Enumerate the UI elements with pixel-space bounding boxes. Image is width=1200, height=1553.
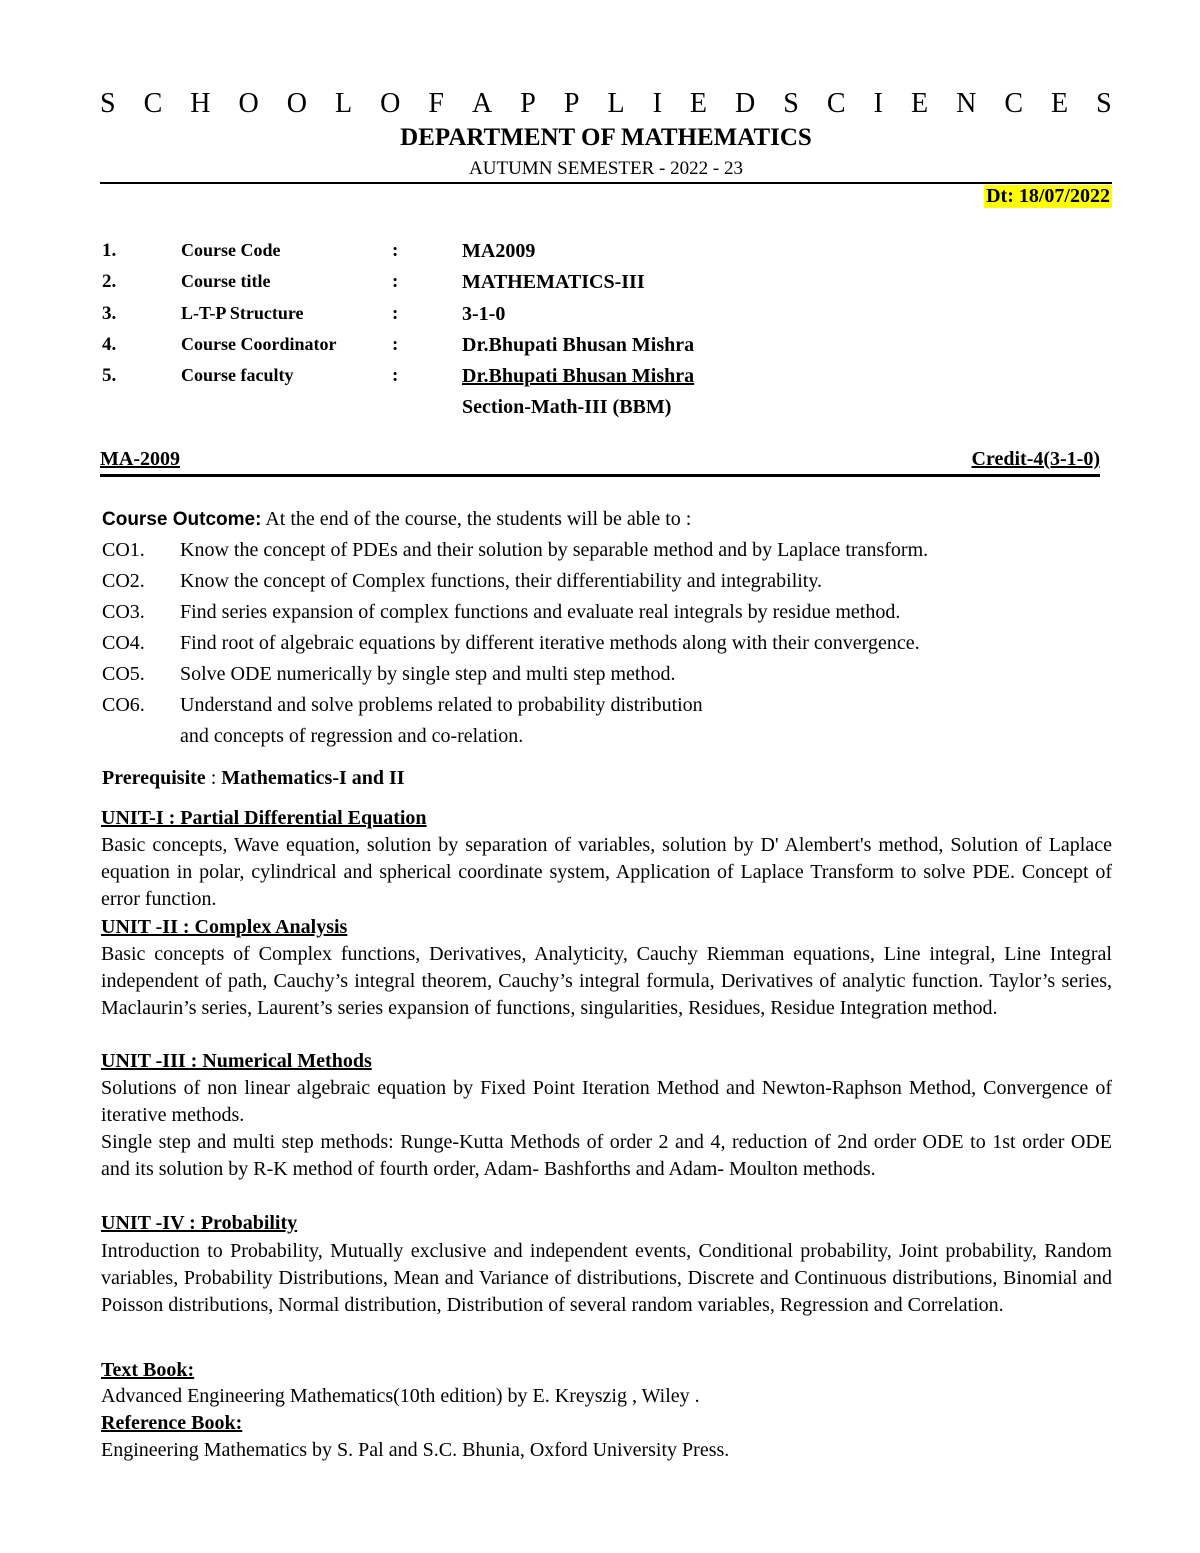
prerequisite-label: Prerequisite [102,767,206,789]
co-text: Understand and solve problems related to probability distribution [180,694,703,716]
school-title-letter: E [910,88,929,119]
info-num: 5. [102,365,117,386]
unit-2-text: Basic concepts of Complex functions, Derivatives, Analyticity, Cauchy Riemman equations, Line integral, Line Integral independent of path, Cauchy’s integral theorem, Cauchy’s integral formula, Derivatives of analytic function. Taylor’s series, Maclaurin’s series, Laurent’s series expansion of functions, singularities, Residues, Residue Integration method. [101,943,1112,1019]
school-title-letter: D [735,88,756,119]
course-outcome-label: Course Outcome: [102,509,262,530]
reference-book-value: Engineering Mathematics by S. Pal and S.C. Bhunia, Oxford University Press. [101,1439,730,1461]
info-value: MA2009 [462,240,536,262]
text-book-value: Advanced Engineering Mathematics(10th edition) by E. Kreyszig , Wiley . [101,1385,700,1407]
info-colon: : [392,271,399,292]
school-title-letter: I [873,88,883,119]
unit-3-text-2: Single step and multi step methods: Runge-Kutta Methods of order 2 and 4, reduction of 2nd order ODE to 1st order ODE and its solution by R-K method of fourth order, Adam- Bashforths and Adam- Moulton methods. [101,1131,1112,1180]
info-value: 3-1-0 [462,303,506,325]
school-title [100,88,1112,120]
school-title-letter: C [826,88,846,119]
info-value: MATHEMATICS-III [462,271,645,293]
co-text: Find series expansion of complex functions and evaluate real integrals by residue method. [180,601,901,623]
date-label: Dt: 18/07/2022 [986,185,1110,207]
info-value: Dr.Bhupati Bhusan Mishra [462,334,695,356]
prerequisite-sep: : [205,767,222,789]
course-code-line [100,448,1100,477]
school-title-letter: L [607,88,625,119]
school-title-letter: L [335,88,353,119]
info-num: 3. [102,303,117,324]
co-text: Know the concept of Complex functions, their differentiability and integrability. [180,570,823,592]
school-title-letter: P [563,88,580,119]
info-colon: : [392,240,399,261]
section-value: Section-Math-III (BBM) [462,396,672,418]
info-colon: : [392,365,399,386]
prerequisite-value: Mathematics-I and II [221,767,405,789]
text-book-label: Text Book: [101,1359,195,1381]
info-colon: : [392,303,399,324]
co-id: CO4. [102,632,145,654]
info-label: Course Code [181,240,281,260]
unit-1-text: Basic concepts, Wave equation, solution by separation of variables, solution by D' Alembert's method, Solution of Laplace equation in polar, cylindrical and spherical coordinate system, Application of Laplace Transform to solve PDE. Concept of error function. [101,834,1112,910]
school-title-letter: I [652,88,662,119]
unit-3-text-1: Solutions of non linear algebraic equation by Fixed Point Iteration Method and Newton-Raphson Method, Convergence of iterative methods. [101,1077,1112,1126]
info-num: 1. [102,240,117,261]
school-title-letter: O [380,88,401,119]
school-title-letter: N [956,88,977,119]
info-num: 2. [102,271,117,292]
school-title-letter: O [286,88,308,119]
unit-4-text: Introduction to Probability, Mutually exclusive and independent events, Conditional probability, Joint probability, Random variables, Probability Distributions, Mean and Variance of distributions, Discrete and Continuous distributions, Binomial and Poisson distributions, Normal distribution, Distribution of several random variables, Regression and Correlation. [101,1240,1112,1316]
school-title-letter: A [472,88,493,119]
department-title: DEPARTMENT OF MATHEMATICS [400,124,812,151]
school-title-letter: P [520,88,536,119]
school-title-letter: S [783,88,799,119]
school-title-letter: S [100,88,116,119]
reference-book-label: Reference Book: [101,1412,243,1434]
school-title-letter: H [190,88,211,119]
co-text: Find root of algebraic equations by different iterative methods along with their convergence. [180,632,920,654]
school-title-letter: E [689,88,708,119]
co-text: and concepts of regression and co-relation. [180,725,524,747]
info-label: Course faculty [181,365,294,385]
info-value: Dr.Bhupati Bhusan Mishra [462,365,695,387]
school-title-letter: S [1096,88,1112,119]
co-id: CO6. [102,694,145,716]
co-id: CO1. [102,539,145,561]
info-label: Course Coordinator [181,334,337,354]
school-title-letter: O [238,88,259,119]
info-colon: : [392,334,399,355]
course-credit-right: Credit-4(3-1-0) [971,448,1100,470]
co-id: CO3. [102,601,145,623]
co-text: Solve ODE numerically by single step and multi step method. [180,663,676,685]
info-label: L-T-P Structure [181,303,304,323]
co-id: CO2. [102,570,145,592]
course-outcome-text: At the end of the course, the students will be able to : [261,508,692,530]
header-divider [100,182,1112,184]
course-outcome-intro [102,508,691,531]
school-title-letter: C [1004,88,1023,119]
info-num: 4. [102,334,117,355]
school-title-letter: F [428,88,444,119]
school-title-letter: E [1051,88,1069,119]
co-text: Know the concept of PDEs and their solution by separable method and by Laplace transform. [180,539,929,561]
info-label: Course title [181,271,271,291]
school-title-letter: C [143,88,163,119]
co-id: CO5. [102,663,145,685]
course-code-left: MA-2009 [100,448,180,470]
semester-label: AUTUMN SEMESTER - 2022 - 23 [469,158,743,179]
unit-2-title: UNIT -II : Complex Analysis [101,916,348,938]
prerequisite [102,767,405,790]
unit-4-title: UNIT -IV : Probability [101,1212,298,1234]
unit-1-title: UNIT-I : Partial Differential Equation [101,807,427,829]
unit-3-title: UNIT -III : Numerical Methods [101,1050,372,1072]
